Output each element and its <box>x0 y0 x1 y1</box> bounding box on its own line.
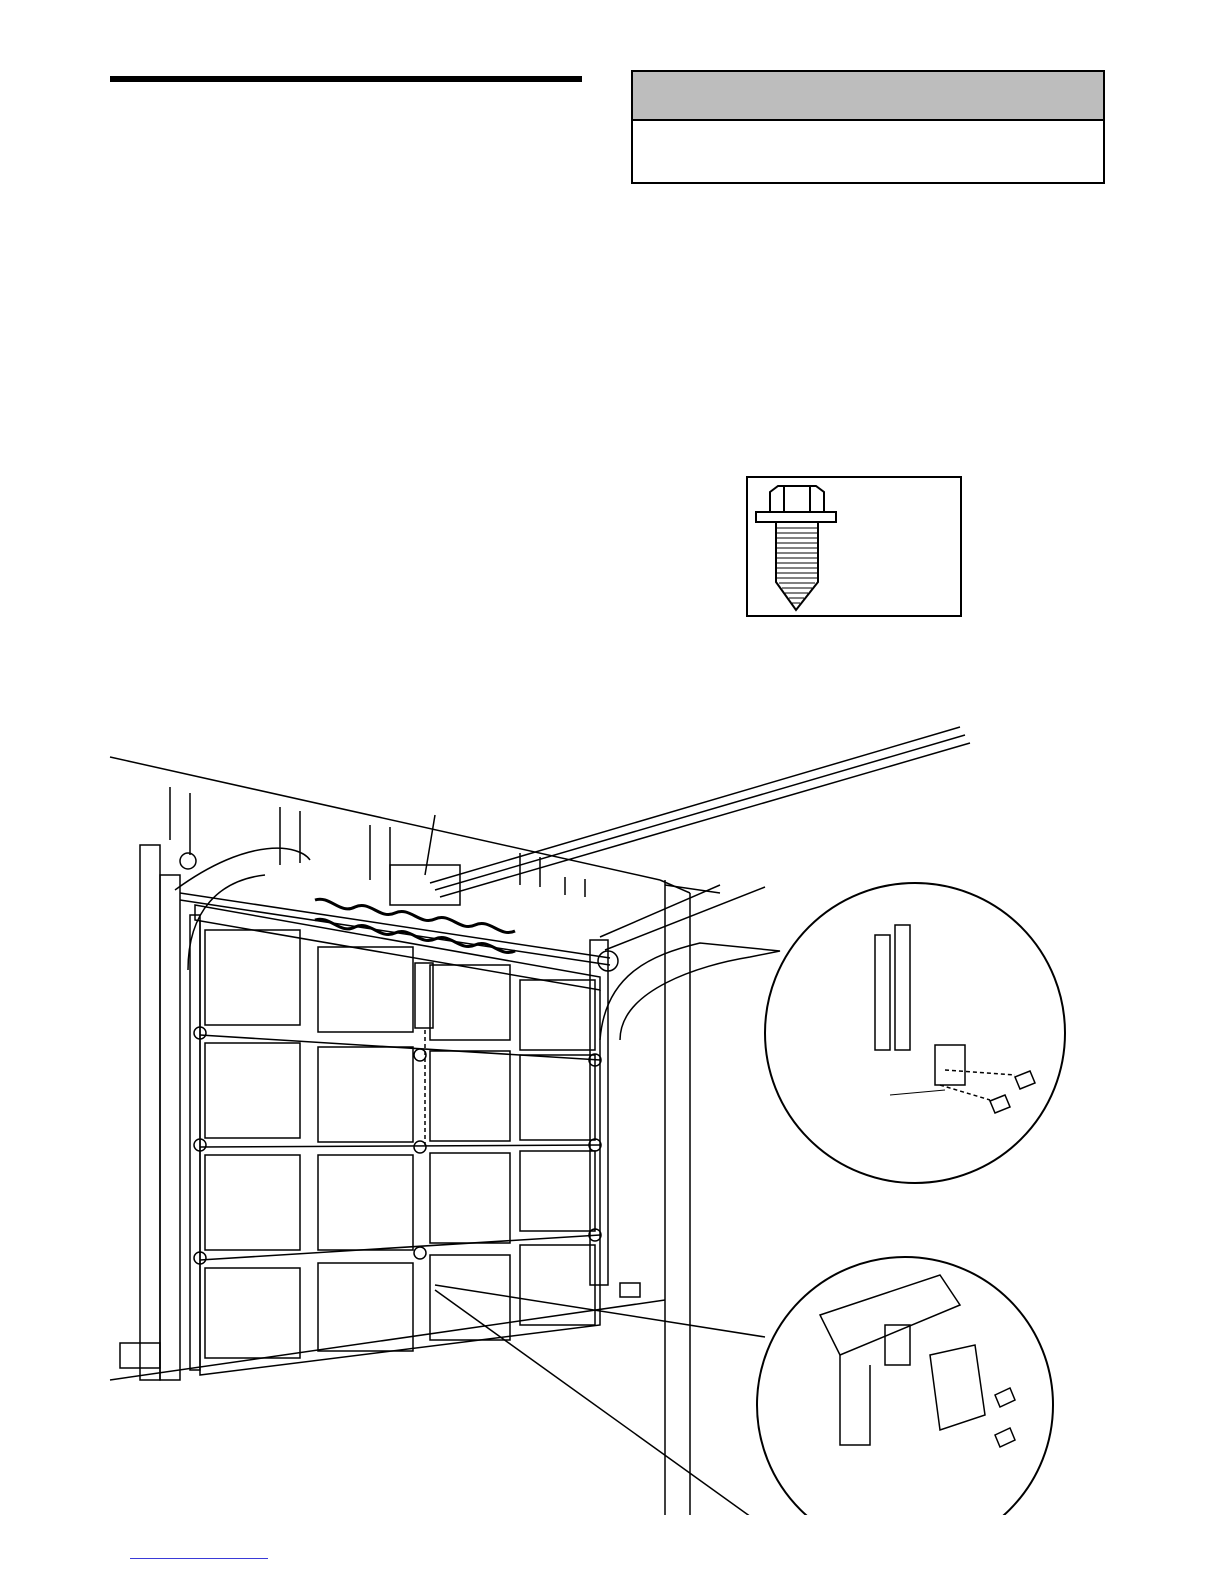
hex-screw-icon <box>748 478 960 615</box>
notice-header <box>633 72 1103 121</box>
callout-line <box>425 815 435 875</box>
section-heading-rule <box>110 76 582 82</box>
hardware-bolt-box <box>746 476 962 617</box>
left-jamb <box>140 845 160 1380</box>
ceiling-line <box>110 757 660 880</box>
notice-box <box>631 70 1105 184</box>
right-vertical-track <box>590 940 608 1285</box>
left-spring-pulley <box>180 853 196 869</box>
opener-rail <box>430 727 970 897</box>
left-vertical-track <box>160 875 180 1380</box>
callout-line-bottom-detail <box>435 1290 790 1515</box>
garage-door <box>200 920 600 1375</box>
detail-circle-wood-door <box>757 1257 1053 1515</box>
detail-circle-steel-door <box>765 883 1065 1183</box>
notice-body <box>633 121 1103 182</box>
garage-door-installation-illustration <box>100 715 1100 1515</box>
footer-link-rule <box>130 1558 268 1559</box>
